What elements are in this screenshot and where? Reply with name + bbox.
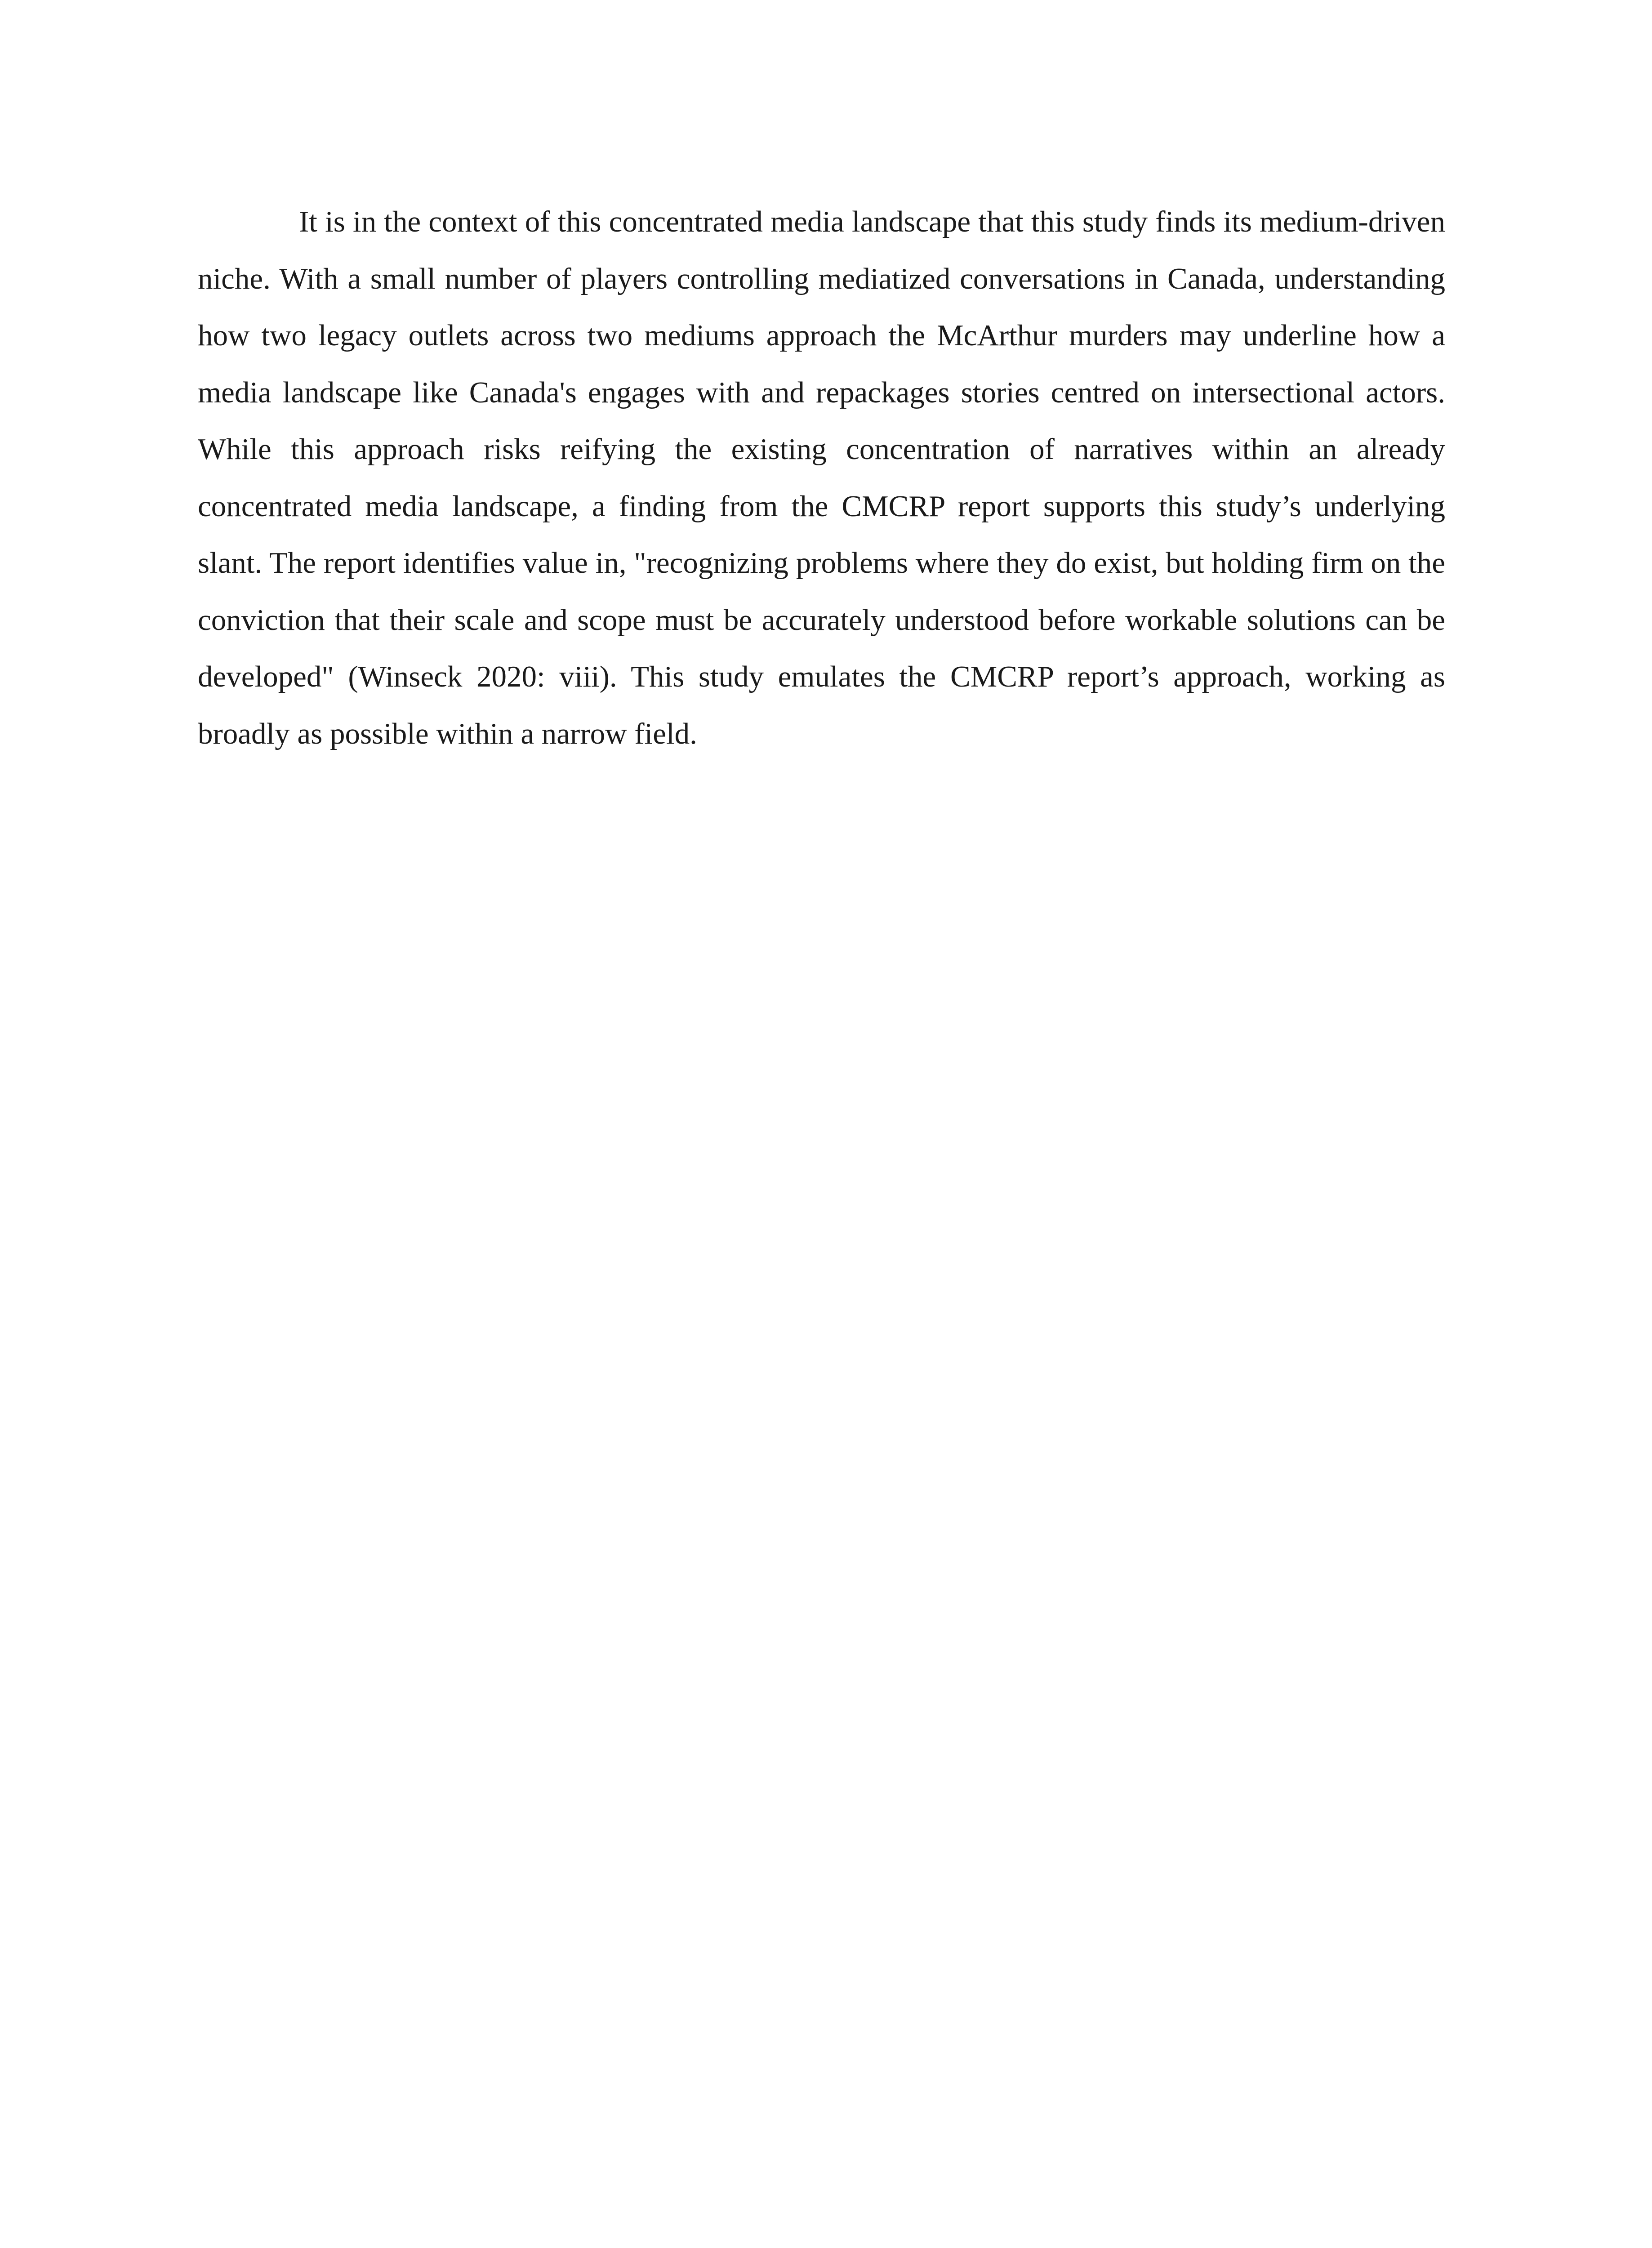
body-paragraph: It is in the context of this concentrated media landscape that this study finds its medium-driven niche. With a small number of players controlling mediatized conversations in Canada, understanding how two legacy outlets across two mediums approach the McArthur murders may underline how a media landscape like Canada's engages with and repackages stories centred on intersectional actors. While this approach risks reifying the existing concentration of narratives within an already concentrated media landscape, a finding from the CMCRP report supports this study’s underlying slant. The report identifies value in, "recognizing problems where they do exist, but holding firm on the conviction that their scale and scope must be accurately understood before workable solutions can be developed" (Winseck 2020: viii). This study emulates the CMCRP report’s approach, working as broadly as possible within a narrow field. <box>198 205 1445 750</box>
